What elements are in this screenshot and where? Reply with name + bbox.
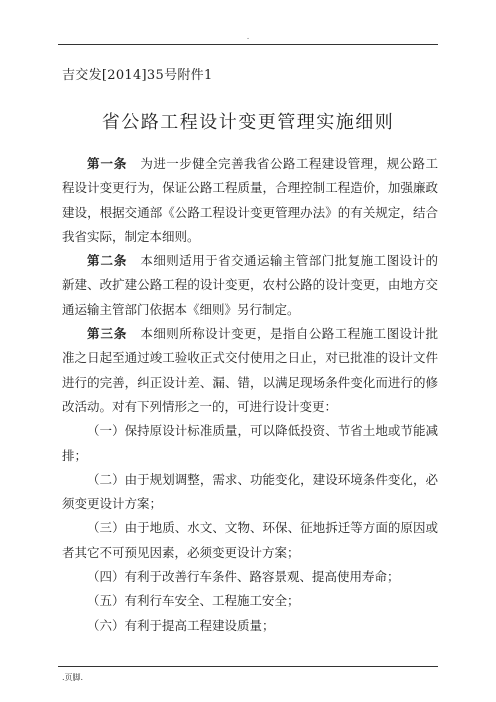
list-item-1 [62, 419, 438, 468]
header-rule [58, 44, 438, 45]
list-item-text: （一）保持原设计标准质量，可以降低投资、节省土地或节能减排； [62, 423, 438, 463]
article-separator [127, 156, 140, 171]
document-title: 省公路工程设计变更管理实施细则 [101, 112, 395, 133]
list-item-text: （四）有利于改善行车条件、路容景观、提高使用寿命； [87, 569, 400, 585]
article-1 [62, 152, 438, 249]
footer-text: .页脚. [62, 673, 84, 682]
article-label: 第三条 [87, 326, 128, 342]
list-item-5 [62, 589, 438, 613]
article-label: 第二条 [87, 253, 128, 269]
list-item-2 [62, 468, 438, 517]
article-text: 为进一步健全完善我省公路工程建设管理，规公路工程设计变更行为，保证公路工程质量，合理控制工程造价，加强廉政建设，根据交通部《公路工程设计变更管理办法》的有关规定，结合我省实际，制定本细则。 [62, 156, 438, 244]
list-item-text: （三）由于地质、水文、文物、环保、征地拆迁等方面的原因或者其它不可预见因素，必须变更设计方案； [62, 520, 438, 560]
document-number: 吉交发[2014]35号附件1 [62, 68, 213, 83]
article-separator [127, 253, 140, 268]
list-item-3 [62, 516, 438, 565]
article-3 [62, 322, 438, 419]
list-item-6 [62, 614, 438, 638]
article-text: 本细则适用于省交通运输主管部门批复施工图设计的新建、改扩建公路工程的设计变更，农村公路的设计变更，由地方交通运输主管部门依据本《细则》另行制定。 [62, 253, 438, 317]
document-body [62, 152, 438, 638]
header-dot: . [246, 32, 250, 41]
list-item-4 [62, 565, 438, 589]
article-label: 第一条 [87, 156, 128, 171]
list-item-text: （六）有利于提高工程建设质量； [87, 617, 275, 633]
list-item-text: （五）有利行车安全、工程施工安全； [87, 593, 300, 609]
article-2 [62, 249, 438, 322]
article-separator [127, 326, 140, 341]
footer-rule [58, 666, 438, 667]
article-text: 本细则所称设计变更，是指自公路工程施工图设计批准之日起至通过竣工验收正式交付使用之日止，对已批准的设计文件进行的完善，纠正设计差、漏、错，以满足现场条件变化而进行的修改活动。对有下列情形之一的，可进行设计变更： [62, 326, 438, 414]
list-item-text: （二）由于规划调整，需求、功能变化，建设环境条件变化，必须变更设计方案； [62, 471, 438, 512]
